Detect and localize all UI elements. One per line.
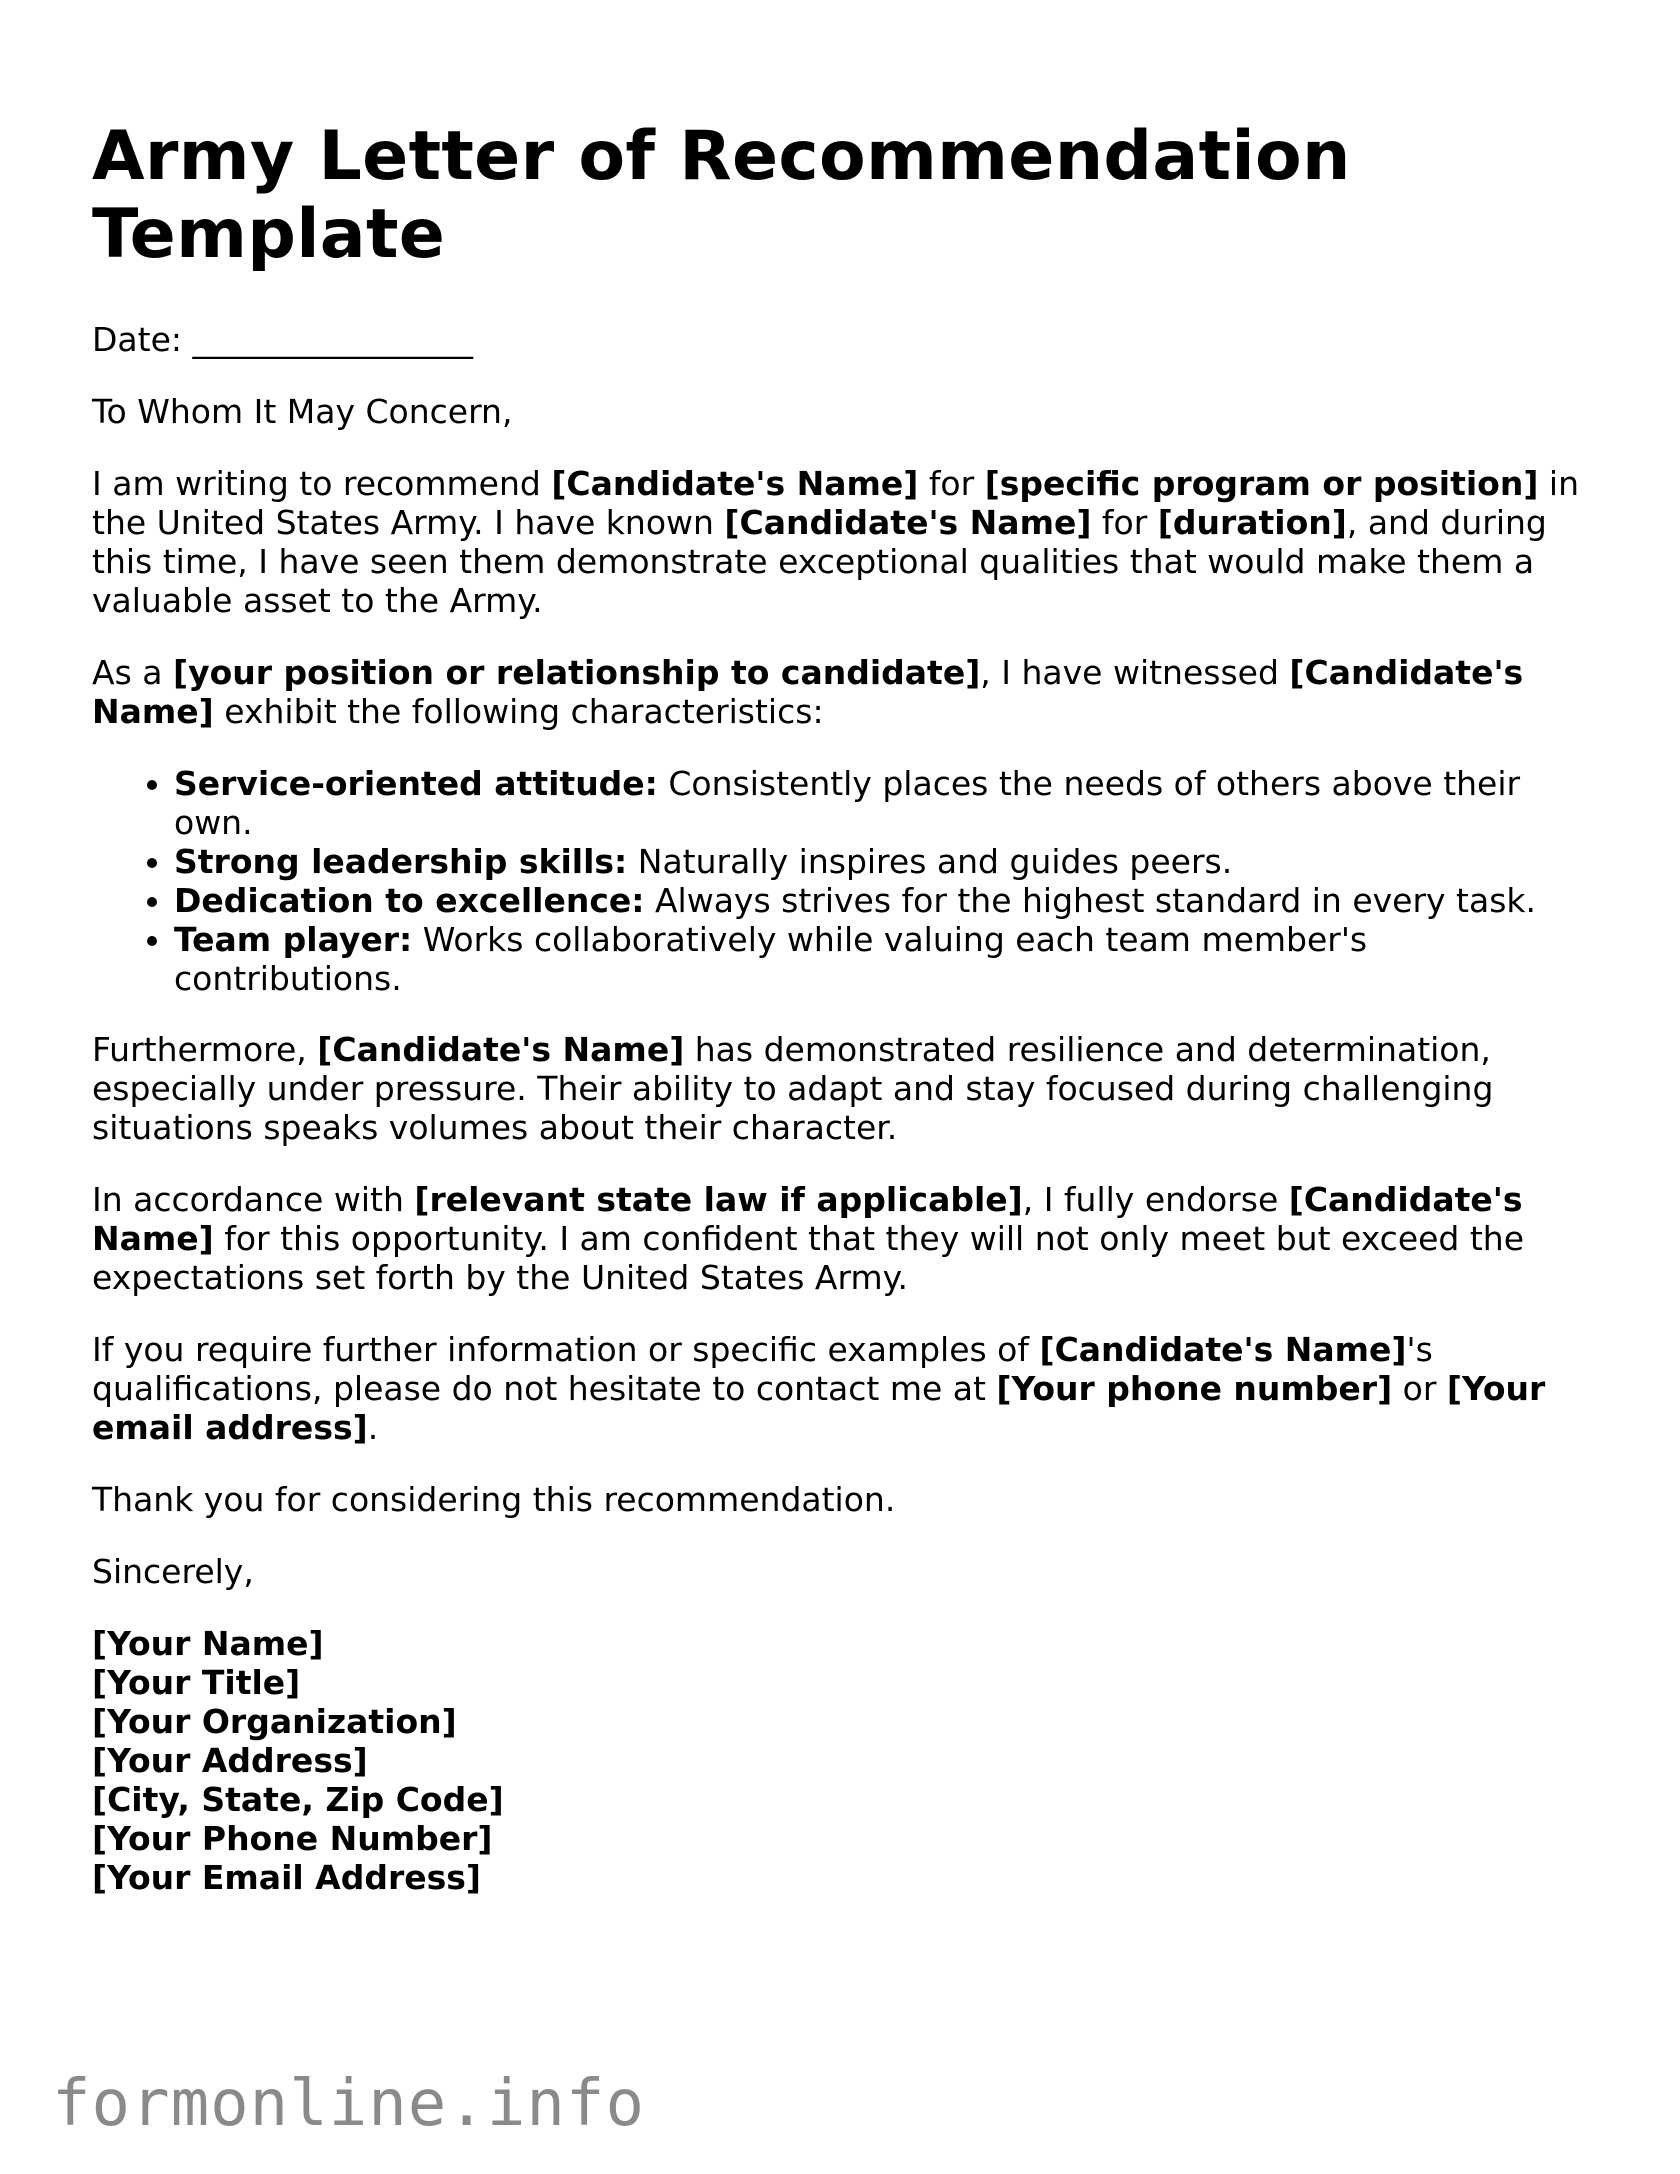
watermark-text: formonline.info	[52, 2067, 645, 2141]
paragraph-contact: If you require further information or specific examples of [Candidate's Name]'s qualifications, please do not hesitate to contact me at [Your phone number] or [Your email address].	[92, 1330, 1546, 1447]
placeholder-field: [Candidate's Name]	[92, 653, 1524, 731]
characteristic-label: Strong leadership skills:	[174, 842, 628, 881]
characteristic-text: Naturally inspires and guides peers.	[627, 842, 1233, 881]
list-item	[174, 920, 1592, 998]
paragraph-intro: I am writing to recommend [Candidate's Name] for [specific program or position] in the United States Army. I have known [Candidate's Name] for [duration], and during this time, I have seen them demonstrate exceptional qualities that would make them a valuable asset to the Army.	[92, 464, 1579, 620]
placeholder-field: [Candidate's Name]	[551, 464, 919, 503]
signature-organization: [Your Organization]	[92, 1702, 457, 1741]
list-item	[174, 842, 1592, 881]
signature-block	[92, 1624, 1592, 1897]
list-item	[174, 881, 1592, 920]
signature-name: [Your Name]	[92, 1624, 324, 1663]
characteristics-list	[92, 764, 1592, 998]
placeholder-field: [specific program or position]	[984, 464, 1539, 503]
characteristic-label: Service-oriented attitude:	[174, 764, 658, 803]
thanks-line: Thank you for considering this recommendation.	[92, 1480, 896, 1519]
placeholder-field: [Candidate's Name]	[724, 503, 1092, 542]
placeholder-field: [relevant state law if applicable]	[414, 1180, 1023, 1219]
placeholder-field: [Your email address]	[92, 1369, 1546, 1447]
placeholder-field: [duration]	[1157, 503, 1347, 542]
paragraph-endorsement: In accordance with [relevant state law if applicable], I fully endorse [Candidate's Name] for this opportunity. I am confident that they will not only meet but exceed the expectations set forth by the United States Army.	[92, 1180, 1525, 1297]
characteristic-text: Always strives for the highest standard in every task.	[644, 881, 1537, 920]
page-title: Army Letter of Recommendation Template	[92, 117, 1351, 274]
letter-document	[92, 118, 1592, 1897]
signature-address: [Your Address]	[92, 1741, 368, 1780]
list-item	[174, 764, 1592, 842]
salutation: To Whom It May Concern,	[92, 392, 513, 431]
signature-phone: [Your Phone Number]	[92, 1819, 493, 1858]
characteristic-label: Team player:	[174, 920, 413, 959]
paragraph-resilience: Furthermore, [Candidate's Name] has demonstrated resilience and determination, especially under pressure. Their ability to adapt and stay focused during challenging situations speaks volumes about their character.	[92, 1030, 1494, 1147]
placeholder-field: [Candidate's Name]	[1039, 1330, 1407, 1369]
paragraph-relationship: As a [your position or relationship to candidate], I have witnessed [Candidate's Name] exhibit the following characteristics:	[92, 653, 1524, 731]
placeholder-field: [Candidate's Name]	[92, 1180, 1523, 1258]
characteristic-label: Dedication to excellence:	[174, 881, 645, 920]
signature-email: [Your Email Address]	[92, 1858, 481, 1897]
characteristic-text: Works collaboratively while valuing each team member's contributions.	[174, 920, 1368, 998]
date-line: Date: _________________	[92, 320, 473, 359]
placeholder-field: [Your phone number]	[996, 1369, 1393, 1408]
placeholder-field: [your position or relationship to candidate]	[172, 653, 981, 692]
signature-city-state-zip: [City, State, Zip Code]	[92, 1780, 504, 1819]
signature-title: [Your Title]	[92, 1663, 301, 1702]
closing-line: Sincerely,	[92, 1552, 254, 1591]
placeholder-field: [Candidate's Name]	[317, 1030, 685, 1069]
characteristic-text: Consistently places the needs of others above their own.	[174, 764, 1521, 842]
